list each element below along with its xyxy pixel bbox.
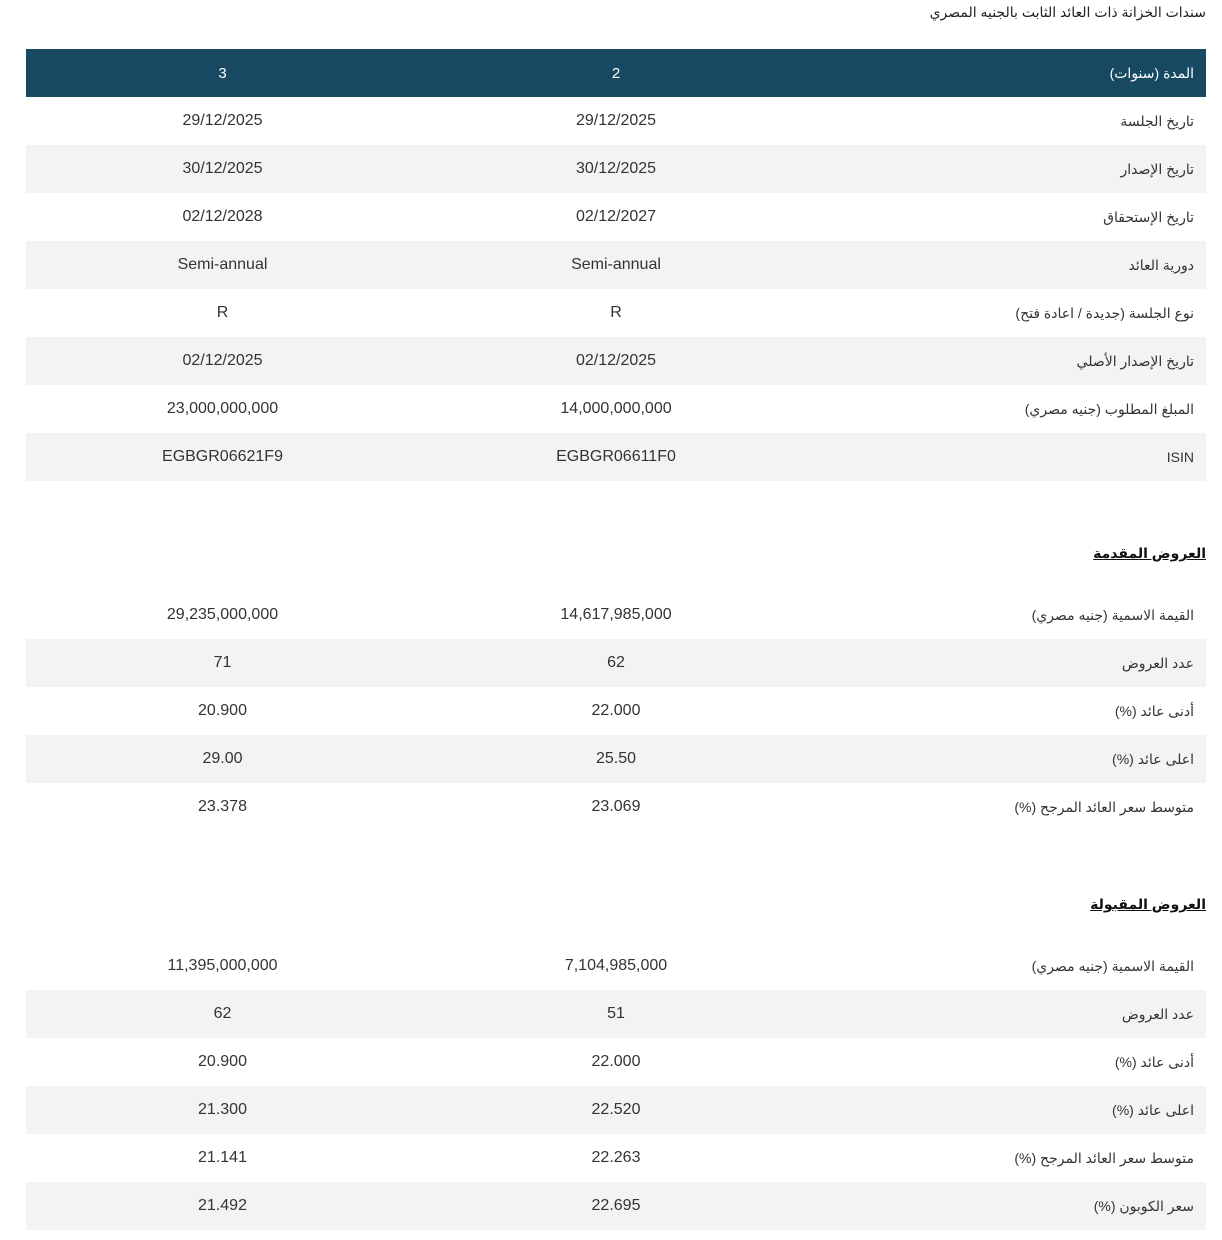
- row-label: عدد العروض: [1121, 1005, 1194, 1022]
- cell-tenor-2: 22.000: [591, 1053, 641, 1070]
- section-title-accepted-offers: العروض المقبولة: [1090, 896, 1206, 912]
- cell-tenor-3: R: [216, 304, 229, 321]
- section-title-submitted-offers: العروض المقدمة: [1093, 545, 1206, 561]
- cell-tenor-3: 21.141: [198, 1149, 247, 1166]
- accepted-offers-table: [26, 942, 1206, 1230]
- row-label: متوسط سعر العائد المرجح (%): [1014, 1149, 1194, 1166]
- table-row: [26, 193, 1206, 241]
- cell-tenor-2: 62: [607, 654, 625, 671]
- cell-tenor-3: 23.378: [198, 798, 247, 815]
- table-row: [26, 241, 1206, 289]
- row-label: القيمة الاسمية (جنيه مصري): [1031, 957, 1194, 974]
- cell-tenor-3: 02/12/2028: [182, 208, 263, 225]
- cell-tenor-3: 29,235,000,000: [166, 606, 279, 623]
- table-row: [26, 591, 1206, 639]
- cell-tenor-2: 22.263: [591, 1149, 641, 1166]
- cell-tenor-3: 21.300: [198, 1101, 247, 1118]
- row-label: دورية العائد: [1128, 256, 1194, 273]
- row-label: نوع الجلسة (جديدة / اعادة فتح): [1015, 304, 1194, 321]
- header-tenor-2: 2: [611, 64, 621, 82]
- cell-tenor-2: 23.069: [591, 798, 641, 815]
- cell-tenor-3: EGBGR06621F9: [162, 448, 283, 465]
- row-label: تاريخ الإصدار: [1120, 160, 1194, 177]
- cell-tenor-3: Semi-annual: [177, 256, 268, 273]
- table-row: [26, 942, 1206, 990]
- cell-tenor-2: 14,000,000,000: [560, 400, 672, 417]
- table-row: [26, 990, 1206, 1038]
- cell-tenor-3: 20.900: [198, 1053, 247, 1070]
- table-header-row: [26, 49, 1206, 97]
- row-label: تاريخ الإستحقاق: [1103, 208, 1194, 225]
- cell-tenor-2: 25.50: [595, 750, 637, 767]
- bond-details-table: [26, 49, 1206, 481]
- row-label: اعلى عائد (%): [1112, 1101, 1194, 1118]
- cell-tenor-2: 51: [607, 1005, 625, 1022]
- table-row: [26, 337, 1206, 385]
- table-row: [26, 385, 1206, 433]
- table-row: [26, 735, 1206, 783]
- table-row: [26, 1086, 1206, 1134]
- cell-tenor-3: 11,395,000,000: [167, 957, 278, 974]
- cell-tenor-2: 29/12/2025: [575, 112, 657, 129]
- row-label: متوسط سعر العائد المرجح (%): [1014, 798, 1194, 815]
- cell-tenor-3: 29/12/2025: [182, 112, 263, 129]
- cell-tenor-2: Semi-annual: [571, 256, 661, 273]
- table-row: [26, 639, 1206, 687]
- cell-tenor-2: 22.000: [591, 702, 641, 719]
- cell-tenor-3: 30/12/2025: [182, 160, 263, 177]
- row-label: أدنى عائد (%): [1114, 1053, 1194, 1070]
- row-label: تاريخ الجلسة: [1120, 112, 1194, 129]
- submitted-offers-table: [26, 591, 1206, 831]
- cell-tenor-2: 22.695: [591, 1197, 641, 1214]
- cell-tenor-3: 20.900: [198, 702, 247, 719]
- header-tenor-3: 3: [218, 64, 227, 82]
- row-label: أدنى عائد (%): [1114, 702, 1194, 719]
- cell-tenor-2: 30/12/2025: [575, 160, 657, 177]
- row-label: القيمة الاسمية (جنيه مصري): [1031, 606, 1194, 623]
- table-row: [26, 687, 1206, 735]
- cell-tenor-3: 21.492: [198, 1197, 247, 1214]
- cell-tenor-2: 02/12/2025: [575, 352, 657, 369]
- cell-tenor-3: 62: [213, 1005, 232, 1022]
- cell-tenor-3: 02/12/2025: [182, 352, 263, 369]
- cell-tenor-2: 02/12/2027: [575, 208, 657, 225]
- row-label: اعلى عائد (%): [1112, 750, 1194, 767]
- header-label: المدة (سنوات): [1109, 64, 1194, 81]
- cell-tenor-2: 7,104,985,000: [564, 957, 668, 974]
- table-row: [26, 289, 1206, 337]
- row-label: ISIN: [1166, 449, 1194, 465]
- table-row: [26, 433, 1206, 481]
- table-row: [26, 783, 1206, 831]
- table-row: [26, 1134, 1206, 1182]
- cell-tenor-2: R: [610, 304, 622, 321]
- row-label: المبلغ المطلوب (جنيه مصري): [1024, 400, 1194, 417]
- cell-tenor-3: 29.00: [202, 750, 243, 767]
- cell-tenor-2: 22.520: [591, 1101, 641, 1118]
- page-title: سندات الخزانة ذات العائد الثابت بالجنيه المصري: [929, 4, 1206, 20]
- table-row: [26, 145, 1206, 193]
- cell-tenor-3: 71: [213, 654, 232, 671]
- row-label: عدد العروض: [1121, 654, 1194, 671]
- table-row: [26, 97, 1206, 145]
- row-label: تاريخ الإصدار الأصلي: [1076, 352, 1194, 369]
- cell-tenor-2: EGBGR06611F0: [556, 448, 676, 465]
- row-label: سعر الكوبون (%): [1093, 1197, 1194, 1214]
- cell-tenor-2: 14,617,985,000: [560, 606, 672, 623]
- table-row: [26, 1182, 1206, 1230]
- table-row: [26, 1038, 1206, 1086]
- cell-tenor-3: 23,000,000,000: [166, 400, 279, 417]
